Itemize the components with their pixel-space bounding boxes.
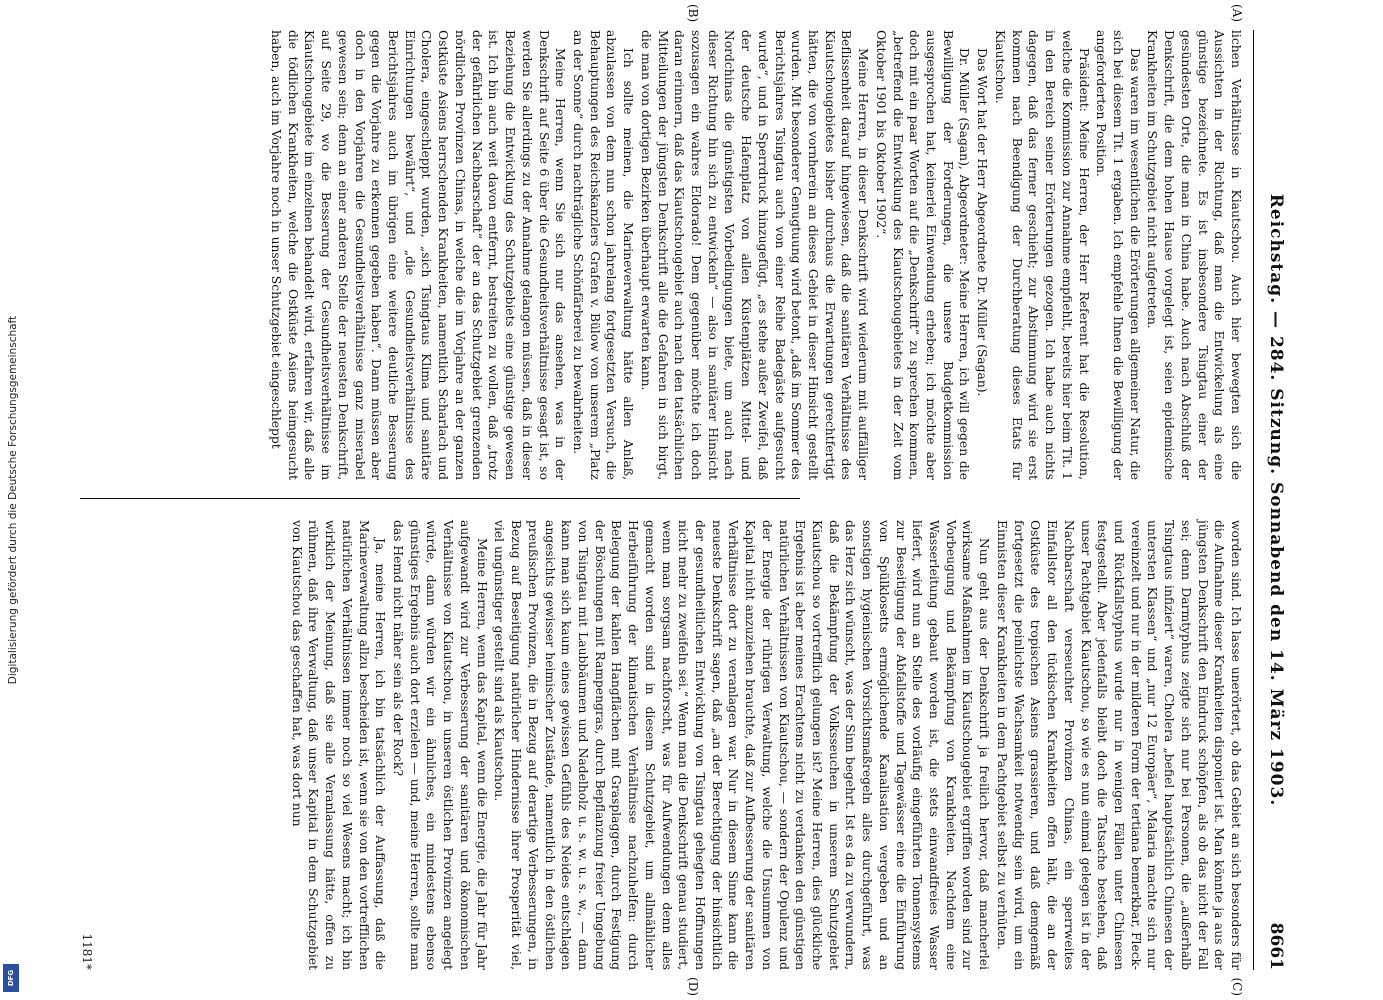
left-text-column: [266, 30, 1244, 480]
folio-number: 1181*: [80, 933, 94, 970]
digitization-credit: Digitalisierung gefördert durch die Deutsche Forschungsgemeinschaft: [7, 315, 19, 685]
paragraph: worden sind. Ich lasse unerörtert, ob das Gebiet an sich besonders für die Aufnahme dieser Krankheiten disponiert ist. Man könnte ja aus der jüngsten Denkschrift den Eindruck schöpfen, als ob das nicht der Fall sei; denn Darmtyphus zeigte sich nur bei Personen, die „außerhalb Tsingtaus infiziert“ waren, Cholera „befiel hauptsächlich Chinesen der untersten Klassen“ und „nur 12 Europäer“, Malaria machte sich nur vereinzelt und nur in der milderen Form der tertiana bemerkbar, Fleck- und Rückfallstyphus wurde nur in wenigen Fällen unter Chinesen festgestellt. Aber jedenfalls bleibt doch die Tatsache bestehen, daß unser Pachtgebiet Kiautschou, so wie es nun einmal gelegen ist in der Nachbarschaft verseuchter Provinzen Chinas, ein sperrweites Einfallstor all den tückischen Krankheiten offen hält, die an der Ostküste des tropischen Asiens grassieren, und daß demgemäß fortgesetzt die peinlichste Wachsamkeit notwendig sein wird, um ein Einnisten dieser Krankheiten in dem Pachtgebiet selbst zu verhüten.: [994, 520, 1243, 970]
digitization-credit-strip: [0, 0, 26, 1000]
page-header-title: Reichstag. — 284. Sitzung. Sonnabend den 14. März 1903.: [1266, 193, 1286, 807]
document-page-content: [64, 0, 1304, 1000]
right-text-column: [287, 520, 1244, 970]
margin-mark-c: (C): [1230, 977, 1244, 996]
header-rule: [1253, 30, 1254, 970]
page-header: [1258, 30, 1286, 970]
paragraph: lichen Verhältnisse in Kiautschou. Auch hier bewegten sich die Aussichten in der Richtung, daß man die Entwickelung als eine günstige bezeichnete. Es ist insbesondere Tsingtau einer der gesündesten Orte, die man in China habe. Auch nach Abschluß der Denkschrift, die dem hohen Hause vorgelegt ist, seien epidemische Krankheiten im Schutzgebiet nicht aufgetreten.: [1145, 30, 1243, 480]
paragraph: Ich sollte meinen, die Marineverwaltung hätte allen Anlaß, abzulassen von dem nun schon jahrelang fortgesetzten Versuch, die Behauptungen des Reichskanzlers Grafen v. Bülow von unserem „Platz an der Sonne“ durch nachträgliche Schönfärberei zu bewahrheiten.: [570, 30, 636, 480]
margin-mark-a: (A): [1230, 4, 1244, 23]
column-divider: [80, 498, 800, 499]
paragraph: Das Wort hat der Herr Abgeordnete Dr. Müller (Sagan).: [975, 48, 990, 397]
margin-mark-b: (B): [686, 4, 700, 23]
paragraph: Nun geht aus der Denkschrift ja freilich hervor, daß mancherlei wirksame Maßnahmen im Kiautschougebiet ergriffen worden sind zur Vorbeugung und Bekämpfung von Krankheiten. Nachdem eine Wasserleitung gebaut worden ist, die stets einwandfreies Wasser liefert, wird nun an Stelle des vorläufig eingeführten Tonnensystems zur Beseitigung der Abfallstoffe und Tagewässer eine die Einführung von Spülklosetts ermöglichende Kanalisation vergeben und an sonstigen hygienischen Vorsichtsmaßregeln alles durchgeführt, was das Herz sich wünscht, was der Sinn begehrt. Ist es da zu verwundern, daß die Bekämpfung der Volksseuchen in unserem Schutzgebiet Kiautschou so vortrefflich gelungen ist? Meine Herren, dies glückliche Ergebnis ist aber meines Erachtens nicht zu verdanken den günstigen natürlichen Verhältnissen von Kiautschou, — sondern der Opulenz und der Energie der rührigen Verwaltung, welche die Unsummen von Kapital nicht anzuziehen brauchte, daß zur Aufbesserung der sanitären Verhältnisse dort zu veranlagen war. Nur in diesem Sinne kann die neueste Denkschrift sagen, daß „an der Berechtigung der hinsichtlich der gesundheitlichen Entwicklung von Tsingtau gehegten Hoffnungen nicht mehr zu zweifeln sei.“ Wenn man die Denkschrift genau studiert, wenn man sorgsam nachforscht, was für Aufwendungen denn alles gemacht worden sind in diesem Schutzgebiet, um allmählicher Herbeiführung der klimatischen Verhältnisse nachzuhelfen: durch Belegung der kahlen Hangflächen mit Grasplaggen, durch Festigung der Böschungen mit Rampengras, durch Bepflanzung freier Umgebung von Tsingtau mit Laubbäumen und Nadelholz u. s. w. u. s. w., — dann kann man sich kaum eines gewissen Gefühls des Neides entschlagen angesichts gewisser heimischer Zustände, namentlich in den östlichen preußischen Provinzen, die in Bezug auf derartige Verbesserungen, in Bezug auf Beseitigung natürlicher Hindernisse ihrer Prosperität viel, viel ungünstiger gestellt sind als Kiautschou.: [492, 520, 992, 970]
margin-mark-d: (D): [686, 977, 700, 996]
paragraph: Das waren im wesentlichen die Erörterungen allgemeiner Natur, die sich bei diesem Tit. 1 ergaben. Ich empfehle Ihnen die Bewilligung der angeforderten Position.: [1094, 30, 1142, 480]
paragraph: Dr. Müller (Sagan), Abgeordneter: Meine Herren, ich will gegen die Bewilligung der Forderungen, die unsere Budgetkommission ausgesprochen hat, keinerlei Einwendung erheben; ich möchte aber doch mit ein paar Worten auf die „Denkschrift“ zu sprechen kommen, „betreffend die Entwicklung des Kiautschougebietes in der Zeit vom Oktober 1901 bis Oktober 1902“.: [873, 30, 972, 480]
paragraph: Meine Herren, wenn das Kapital, wenn die Energie, die Jahr für Jahr aufgewandt wird zur Verbesserung der sanitären und ökonomischen Verhältnisse von Kiautschou, in unseren östlichen Provinzen angelegt würde, dann würden wir ein ähnliches, ein mindestens ebenso günstiges Ergebnis auch dort erzielen — und, meine Herren, sollte man das Hemd nicht näher sein als der Rock?: [391, 520, 489, 970]
dfg-logo-icon: DFG: [3, 964, 19, 992]
paragraph: Meine Herren, in dieser Denkschrift wird wiederum mit auffälliger Beflissenheit darauf hingewiesen, daß die sanitären Verhältnisse des Kiautschougebietes bisher durchaus die Erwartungen gerechtfertigt hätten, die von vornherein an dieses Gebiet in dieser Hinsicht gestellt wurden. Mit besonderer Genugtuung wird betont, „daß im Sommer des Berichtsjahres Tsingtau auch von einer Reihe Badegäste aufgesucht wurde“, und in Sperrdruck hinzugefügt, „es stehe außer Zweifel, daß der deutsche Hafenplatz von allen Küstenplätzen Mittel- und Nordchinas die günstigsten Vorbedingungen biete, um auch nach dieser Richtung hin sich zu entwickeln“ — also in sanitärer Hinsicht sozusagen ein wahres Eldorado! Dem gegenüber möchte ich doch daran erinnern, daß das Kiautschougebiet auch nach den tatsächlichen Mitteilungen der jüngsten Denkschrift alle die Gefahren in sich birgt, die man von dortigen Bezirken überhaupt erwarten kann.: [638, 30, 871, 480]
paragraph: Präsident: Meine Herren, der Herr Referent hat die Resolution, welche die Kommission zur Annahme empfiehlt, bereits hier beim Tit. 1 in den Bereich seiner Erörterungen gezogen. Ich habe auch nichts dagegen, daß das ferner geschieht; zur Abstimmung wird sie erst kommen nach Beendigung der Durchberatung dieses Etats für Kiautschou.: [992, 30, 1091, 480]
paragraph: Meine Herren, wenn Sie sich nur das ansehen, was in der Denkschrift auf Seite 6 über die Gesundheitsverhältnisse gesagt ist, so werden Sie allerdings zu der Annahme gelangen müssen, daß in dieser Beziehung die Entwicklung des Schutzgebiets eine günstige gewesen ist. Ich bin auch weit davon entfernt, bestreiten zu wollen, daß „trotz der gefährlichen Nachbarschaft“ der an das Schutzgebiet grenzenden nördlichen Provinzen Chinas, in welche die im Vorjahre an der ganzen Ostküste Asiens herrschenden Krankheiten, namentlich Scharlach und Cholera, eingeschleppt wurden, „sich Tsingtaus Klima und sanitäre Einrichtungen bewährt“, und „die Gesundheitsverhältnisse des Berichtsjahres auch im übrigen eine weitere deutliche Besserung gegen die Vorjahre zu erkennen gegeben haben“. Dann müssen aber doch in den Vorjahren die Gesundheitsverhältnisse ganz miserabel gewesen sein; denn an einer anderen Stelle der neuesten Denkschrift, auf Seite 29, wo die Besserung der Gesundheitsverhältnisse im Kiautschougebiete im einzelnen behandelt wird, erfahren wir, daß alle die tödlichen Krankheiten, welche die Ostküste Asiens heimgesucht haben, auch im Vorjahre noch in unser Schutzgebiet eingeschleppt: [269, 30, 568, 480]
document-page: [64, 0, 1304, 1000]
paragraph: Ja, meine Herren, ich bin tatsächlich der Auffassung, daß die Marineverwaltung allzu bescheiden ist, wenn sie von den vortrefflichen natürlichen Verhältnissen immer noch so viel Wesens macht; ich bin wirklich der Meinung, daß sie alle Veranlassung hätte, offen zu rühmen, daß ihre Verwaltung, daß unser Kapital in dem Schutzgebiet von Kiautschou das geschaffen hat, was dort nun: [289, 520, 388, 970]
page-number: 8661: [1266, 922, 1286, 970]
